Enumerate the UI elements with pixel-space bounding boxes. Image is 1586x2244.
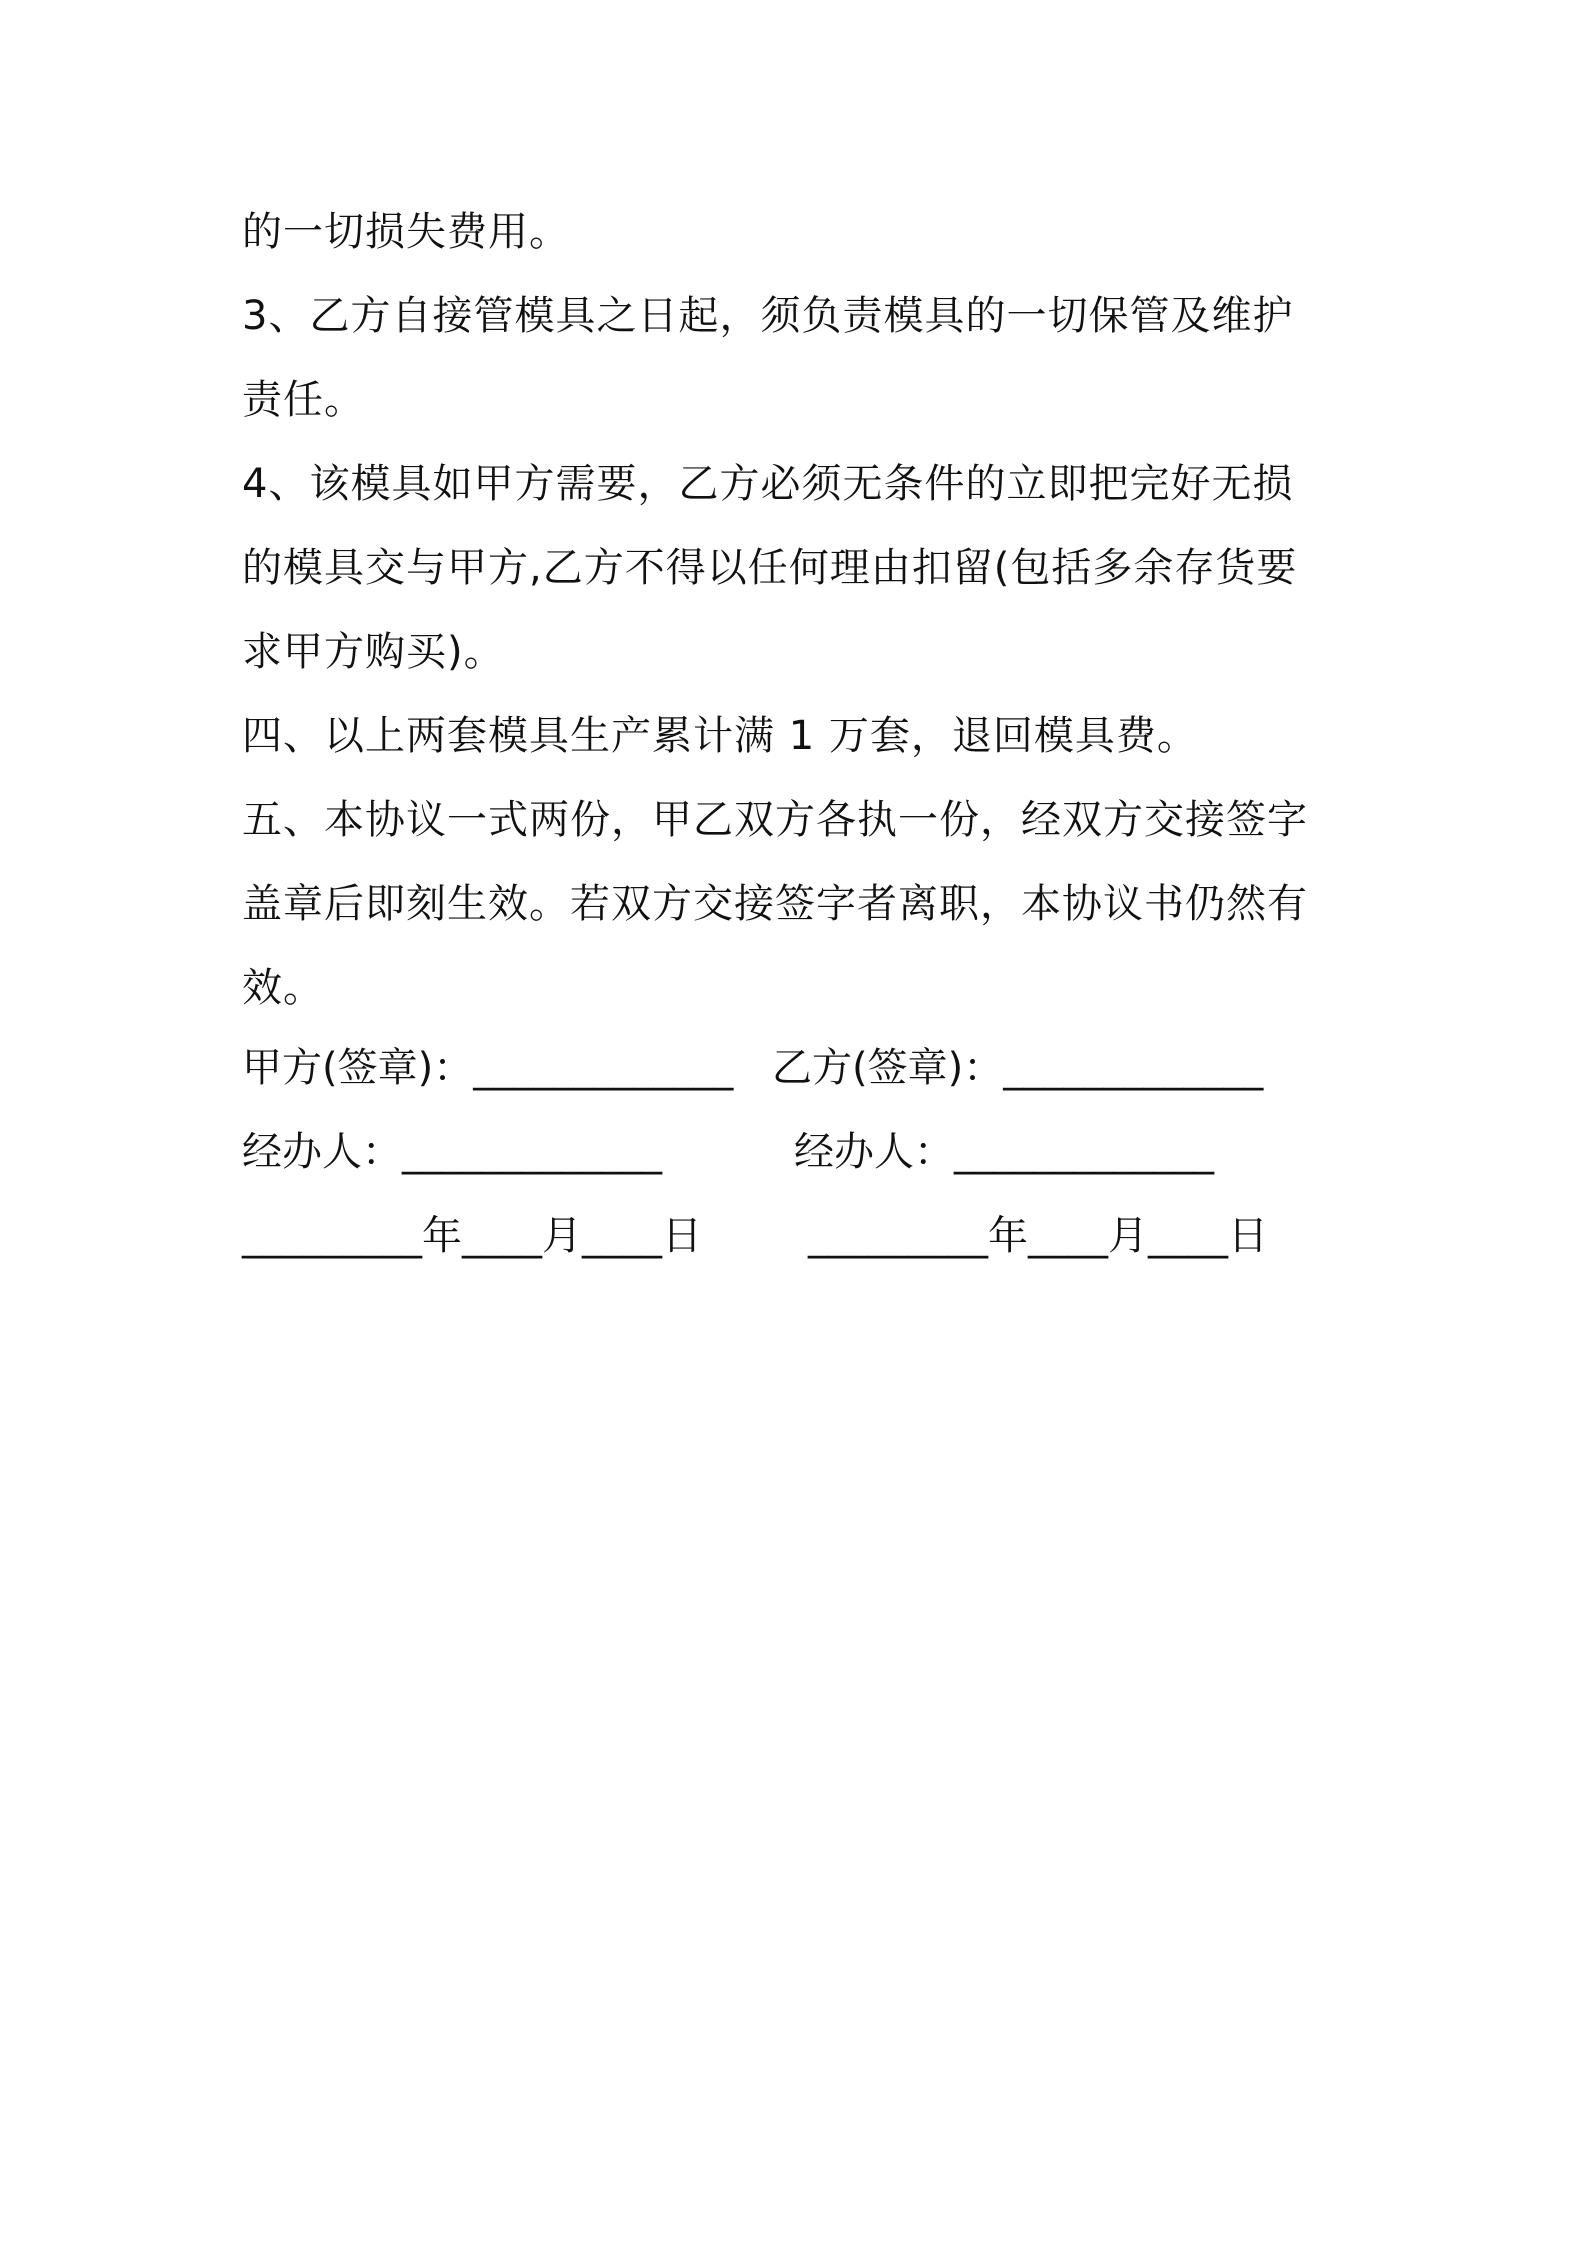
text-line: 的一切损失费用。 (242, 209, 570, 255)
signature-row-dates (242, 1194, 1352, 1278)
party-b-signature-field[interactable]: 乙方(签章)：_____________ (772, 1045, 1264, 1091)
signature-row-agents (242, 1110, 1352, 1194)
section-5-line-3: 效。 (242, 965, 324, 1011)
section-5-line-2: 盖章后即刻生效。若双方交接签字者离职，本协议书仍然有 (242, 881, 1308, 927)
date-a-field[interactable]: _________年____月____日 (242, 1213, 702, 1259)
party-a-signature-field[interactable]: 甲方(签章)：_____________ (242, 1045, 734, 1091)
clause-4-line-1: 4、该模具如甲方需要，乙方必须无条件的立即把完好无损 (242, 461, 1294, 507)
agent-a-field[interactable]: 经办人：_____________ (242, 1129, 662, 1175)
signature-block (242, 1026, 1352, 1278)
agent-b-field[interactable]: 经办人：_____________ (794, 1129, 1214, 1175)
clause-4-line-2: 的模具交与甲方,乙方不得以任何理由扣留(包括多余存货要 (242, 545, 1298, 591)
clause-4-line-3: 求甲方购买)。 (242, 629, 505, 675)
signature-row-parties (242, 1026, 1352, 1110)
section-4-line: 四、以上两套模具生产累计满 1 万套，退回模具费。 (242, 713, 1198, 759)
clause-3-line-2: 责任。 (242, 377, 365, 423)
section-5-line-1: 五、本协议一式两份，甲乙双方各执一份，经双方交接签字 (242, 797, 1308, 843)
agreement-body (242, 190, 1352, 1030)
clause-3-line-1: 3、乙方自接管模具之日起，须负责模具的一切保管及维护 (242, 293, 1294, 339)
date-b-field[interactable]: _________年____月____日 (808, 1213, 1268, 1259)
